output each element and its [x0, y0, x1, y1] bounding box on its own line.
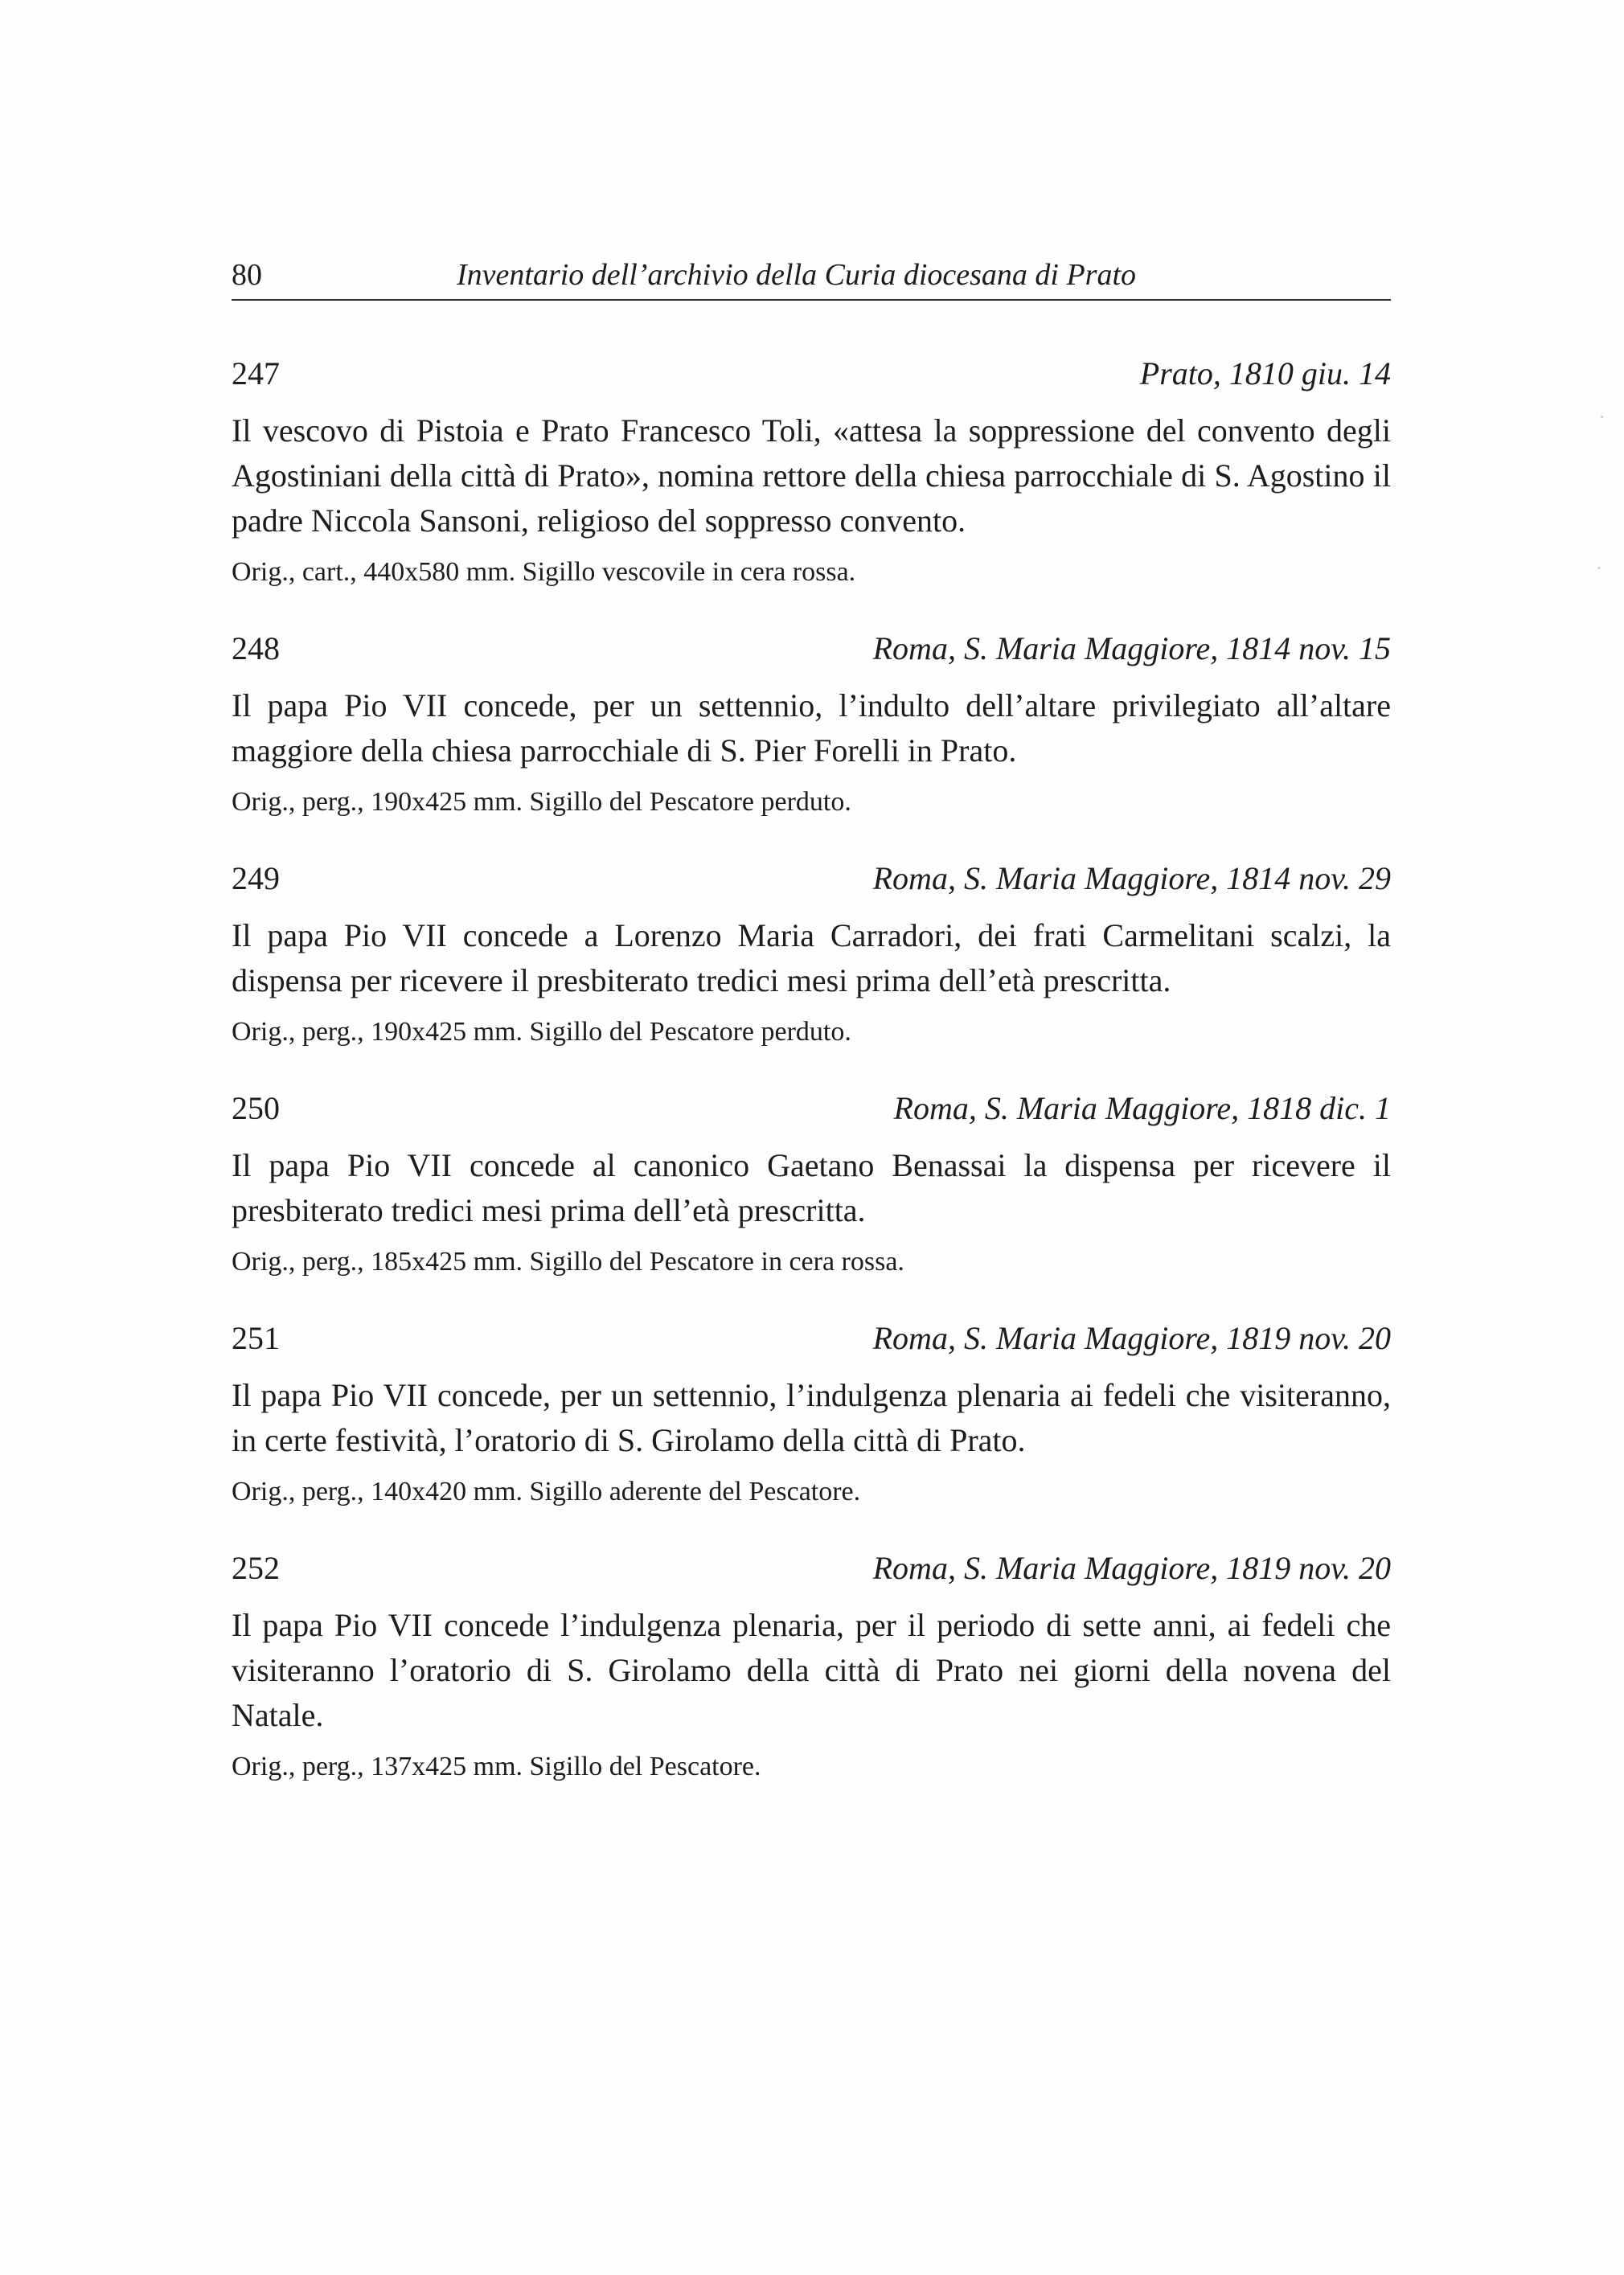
entry-place-date: Prato, 1810 giu. 14 [1139, 355, 1391, 391]
inventory-entry [232, 352, 1391, 590]
entry-heading [232, 1087, 1391, 1130]
entry-number: 250 [232, 1090, 280, 1126]
entry-place-date: Roma, S. Maria Maggiore, 1819 nov. 20 [872, 1320, 1391, 1356]
entry-text: Il papa Pio VII concede l’indulgenza plenaria, per il periodo di sette anni, ai fedeli che visiteranno l’oratorio di S. Girolamo della città di Prato nei giorni della novena del Natale. [232, 1607, 1391, 1733]
entry-place-date: Roma, S. Maria Maggiore, 1814 nov. 15 [872, 630, 1391, 666]
entry-place-date: Roma, S. Maria Maggiore, 1814 nov. 29 [872, 860, 1391, 896]
entry-physical-description: Orig., perg., 137x425 mm. Sigillo del Pescatore. [232, 1752, 761, 1781]
entry-number: 247 [232, 355, 280, 391]
inventory-entries [232, 352, 1391, 1822]
entry-heading [232, 1317, 1391, 1360]
entry-physical-description: Orig., perg., 190x425 mm. Sigillo del Pescatore perduto. [232, 787, 851, 817]
entry-heading [232, 1547, 1391, 1590]
inventory-entry [232, 627, 1391, 820]
entry-text: Il papa Pio VII concede al canonico Gaetano Benassai la dispensa per ricevere il presbiterato tredici mesi prima dell’età prescritta. [232, 1147, 1391, 1228]
entry-physical-description: Orig., perg., 190x425 mm. Sigillo del Pescatore perduto. [232, 1017, 851, 1047]
entry-number: 251 [232, 1320, 280, 1356]
print-speck-icon: ˙ [1598, 412, 1606, 437]
page-header [232, 251, 1391, 301]
inventory-entry [232, 1317, 1391, 1510]
entry-physical-description: Orig., perg., 185x425 mm. Sigillo del Pescatore in cera rossa. [232, 1247, 904, 1277]
entry-text: Il vescovo di Pistoia e Prato Francesco Toli, «attesa la soppressione del convento degli Agostiniani della città di Prato», nomina rettore della chiesa parrocchiale di S. Agostino il padre Niccola Sansoni, religioso del soppresso convento. [232, 412, 1391, 539]
entry-physical-description: Orig., perg., 140x420 mm. Sigillo aderente del Pescatore. [232, 1477, 861, 1506]
inventory-entry [232, 857, 1391, 1050]
entry-number: 249 [232, 860, 280, 896]
running-title: Inventario dell’archivio della Curia diocesana di Prato [457, 258, 1137, 292]
page-number: 80 [232, 258, 262, 292]
print-speck-icon: ˙ [1595, 563, 1603, 588]
entry-physical-description: Orig., cart., 440x580 mm. Sigillo vescovile in cera rossa. [232, 557, 856, 587]
inventory-entry [232, 1087, 1391, 1280]
inventory-entry [232, 1547, 1391, 1785]
entry-place-date: Roma, S. Maria Maggiore, 1819 nov. 20 [872, 1550, 1391, 1586]
entry-heading [232, 857, 1391, 900]
entry-number: 248 [232, 630, 280, 666]
entry-heading [232, 352, 1391, 396]
entry-text: Il papa Pio VII concede, per un settennio, l’indulto dell’altare privilegiato all’altare maggiore della chiesa parrocchiale di S. Pier Forelli in Prato. [232, 687, 1391, 769]
entry-text: Il papa Pio VII concede a Lorenzo Maria Carradori, dei frati Carmelitani scalzi, la dispensa per ricevere il presbiterato tredici mesi prima dell’età prescritta. [232, 917, 1391, 998]
entry-number: 252 [232, 1550, 280, 1586]
entry-text: Il papa Pio VII concede, per un settennio, l’indulgenza plenaria ai fedeli che visiteranno, in certe festività, l’oratorio di S. Girolamo della città di Prato. [232, 1377, 1391, 1458]
entry-heading [232, 627, 1391, 670]
entry-place-date: Roma, S. Maria Maggiore, 1818 dic. 1 [893, 1090, 1391, 1126]
